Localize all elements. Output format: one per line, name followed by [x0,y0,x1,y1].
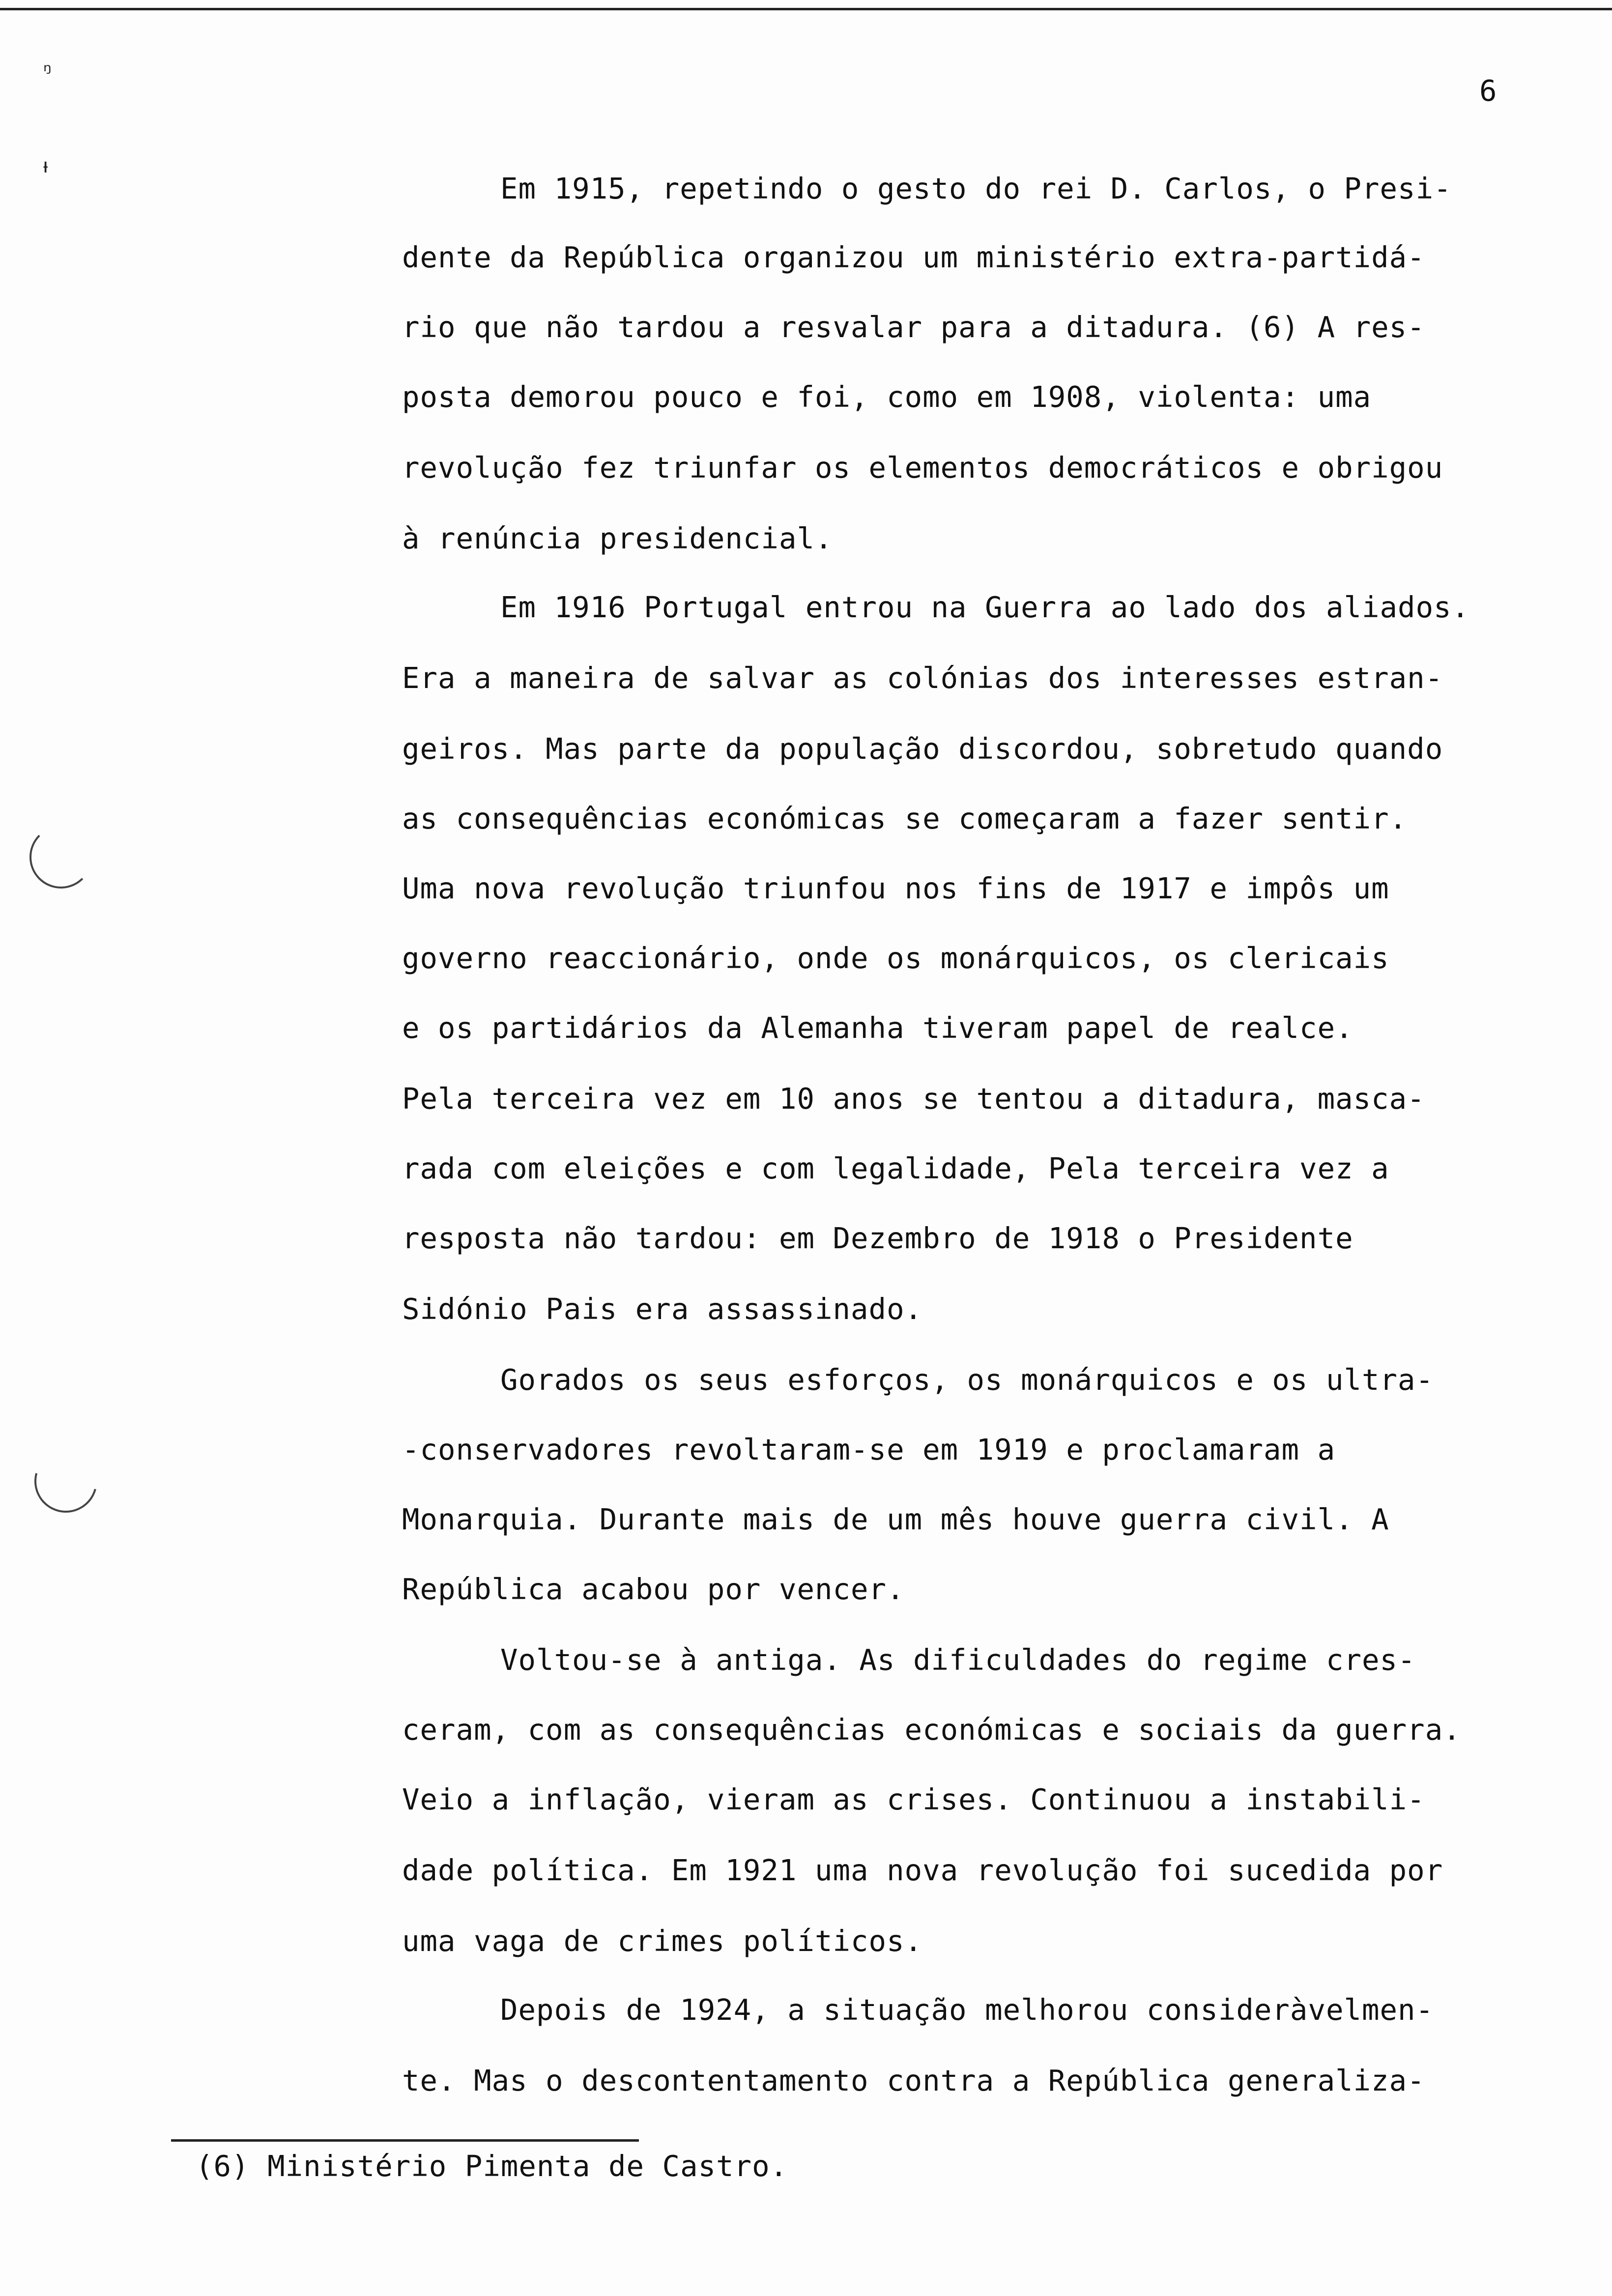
body-line: Voltou-se à antiga. As dificuldades do regime cres- [500,1643,1416,1677]
body-line: República acabou por vencer. [402,1572,905,1606]
body-line: Em 1916 Portugal entrou na Guerra ao lado dos aliados. [500,590,1470,624]
body-line: Gorados os seus esforços, os monárquicos e os ultra- [500,1363,1434,1397]
body-line: Uma nova revolução triunfou nos fins de 1917 e impôs um [402,871,1389,905]
body-line: Pela terceira vez em 10 anos se tentou a ditadura, masca- [402,1082,1425,1116]
punch-hole-mark-1 [29,826,92,889]
body-line: rada com eleições e com legalidade, Pela terceira vez a [402,1151,1389,1185]
top-edge-rule [0,8,1612,10]
body-line: e os partidários da Alemanha tiveram papel de realce. [402,1011,1353,1045]
body-line: governo reaccionário, onde os monárquicos, os clericais [402,941,1389,975]
body-line: uma vaga de crimes políticos. [402,1924,923,1958]
body-line: Era a maneira de salvar as colónias dos interesses estran- [402,661,1443,695]
body-line: rio que não tardou a resvalar para a ditadura. (6) A res- [402,310,1425,344]
page-number: 6 [1479,74,1497,108]
body-line: resposta não tardou: em Dezembro de 1918 o Presidente [402,1221,1353,1255]
margin-mark-1: ᵑ [43,59,52,83]
punch-hole-mark-2 [23,1438,109,1524]
body-line: geiros. Mas parte da população discordou, sobretudo quando [402,732,1443,766]
body-line: Sidónio Pais era assassinado. [402,1292,923,1326]
body-line: Monarquia. Durante mais de um mês houve guerra civil. A [402,1502,1389,1536]
footnote-separator [171,2139,639,2142]
body-line: Depois de 1924, a situação melhorou consideràvelmen- [500,1993,1434,2027]
body-line: ceram, com as consequências económicas e sociais da guerra. [402,1713,1461,1747]
body-line: dente da República organizou um ministério extra-partidá- [402,240,1425,274]
body-line: à renúncia presidencial. [402,521,833,555]
body-line: posta demorou pouco e foi, como em 1908, violenta: uma [402,380,1372,414]
body-line: as consequências económicas se começaram a fazer sentir. [402,802,1408,835]
body-line: dade política. Em 1921 uma nova revolução foi sucedida por [402,1853,1443,1887]
margin-mark-2: ᵼ [43,153,48,177]
body-line: Veio a inflação, vieram as crises. Continuou a instabili- [402,1782,1425,1816]
body-line: Em 1915, repetindo o gesto do rei D. Carlos, o Presi- [500,172,1452,205]
body-line: revolução fez triunfar os elementos democráticos e obrigou [402,451,1443,485]
footnote: (6) Ministério Pimenta de Castro. [196,2149,788,2183]
body-line: -conservadores revoltaram-se em 1919 e proclamaram a [402,1433,1336,1466]
body-line: te. Mas o descontentamento contra a República generaliza- [402,2064,1425,2097]
